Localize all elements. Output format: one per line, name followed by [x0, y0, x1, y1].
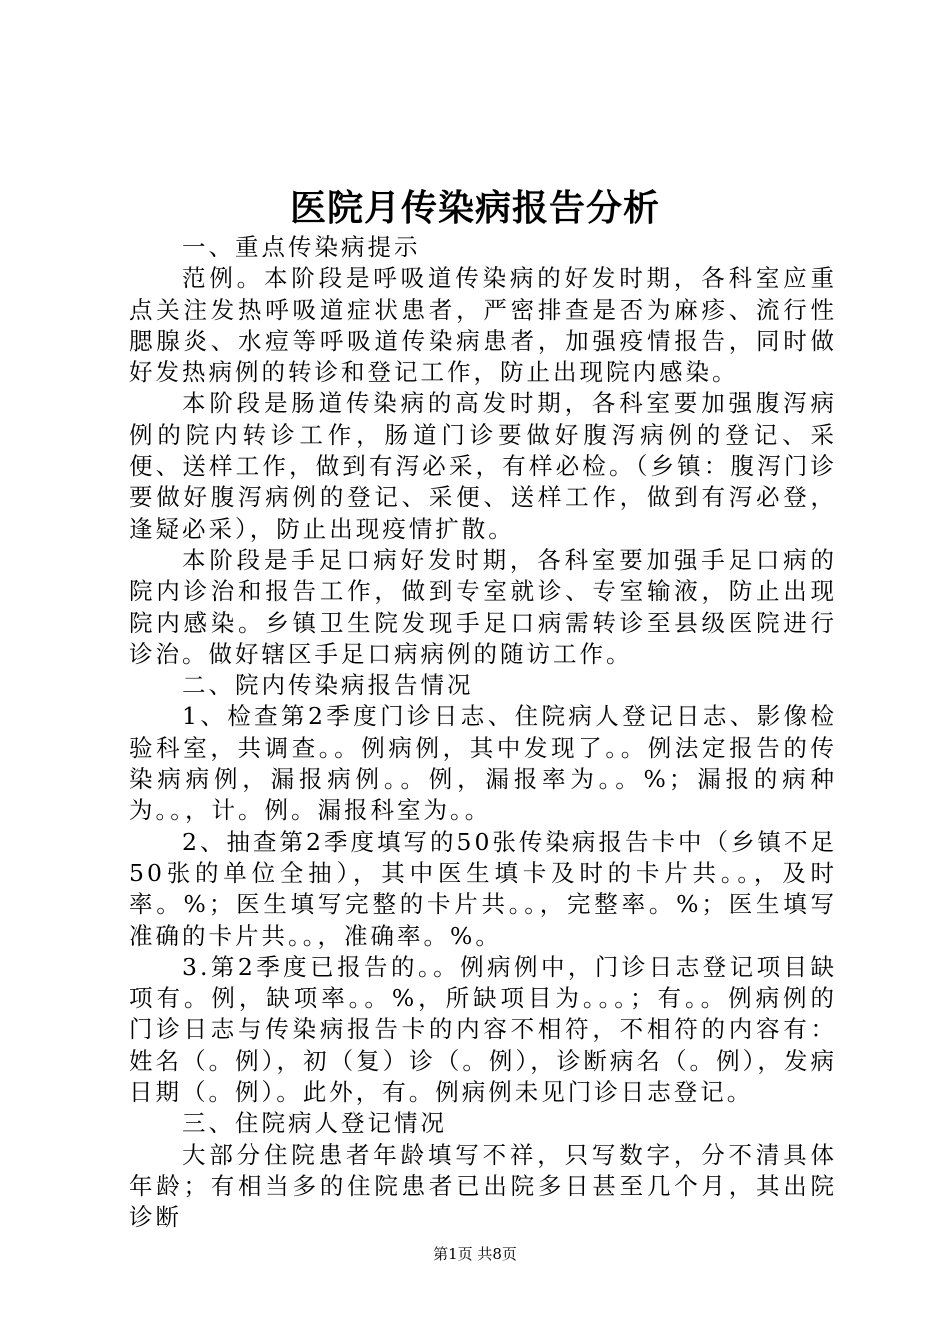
section-heading-1: 一、重点传染病提示	[182, 233, 421, 261]
paragraph-item-1: 1、检查第2季度门诊日志、住院病人登记日志、影像检验科室，共调查。。例病例，其中发现了。。例法定报告的传染病病例，漏报病例。。例，漏报率为。。%；漏报的病种为。。，计。例。漏报科室为。。	[129, 702, 837, 825]
document-title: 医院月传染病报告分析	[289, 187, 660, 229]
paragraph-hand-foot-mouth: 本阶段是手足口病好发时期，各科室要加强手足口病的院内诊治和报告工作，做到专室就诊、专室输液，防止出现院内感染。乡镇卫生院发现手足口病需转诊至县级医院进行诊治。做好辖区手足口病病例的随访工作。	[129, 545, 837, 668]
paragraph-intestinal: 本阶段是肠道传染病的高发时期，各科室要加强腹泻病例的院内转诊工作，肠道门诊要做好腹泻病例的登记、采便、送样工作，做到有泻必采，有样必检。（乡镇：腹泻门诊要做好腹泻病例的登记、采便、送样工作，做到有泻必登，逢疑必采），防止出现疫情扩散。	[129, 389, 837, 543]
paragraph-inpatient: 大部分住院患者年龄填写不祥，只写数字，分不清具体年龄；有相当多的住院患者已出院多日甚至几个月，其出院诊断	[129, 1140, 837, 1232]
section-heading-2: 二、院内传染病报告情况	[182, 671, 474, 700]
paragraph-respiratory: 范例。本阶段是呼吸道传染病的好发时期，各科室应重点关注发热呼吸道症状患者，严密排查是否为麻疹、流行性腮腺炎、水痘等呼吸道传染病患者，加强疫情报告，同时做好发热病例的转诊和登记工作，防止出现院内感染。	[129, 264, 837, 387]
paragraph-item-3: 3.第2季度已报告的。。例病例中，门诊日志登记项目缺项有。例，缺项率。。%，所缺项目为。。。；有。。例病例的门诊日志与传染病报告卡的内容不相符，不相符的内容有：姓名（。例），初（复）诊（。例），诊断病名（。例），发病日期（。例）。此外，有。例病例未见门诊日志登记。	[129, 952, 837, 1107]
document-body	[129, 232, 837, 1234]
page-footer: 第1页 共8页	[433, 1245, 517, 1263]
section-heading-3: 三、住院病人登记情况	[182, 1109, 447, 1138]
paragraph-item-2: 2、抽查第2季度填写的50张传染病报告卡中（乡镇不足50张的单位全抽），其中医生填卡及时的卡片共。。，及时率。%；医生填写完整的卡片共。。，完整率。%；医生填写准确的卡片共。。，准确率。%。	[129, 827, 837, 950]
